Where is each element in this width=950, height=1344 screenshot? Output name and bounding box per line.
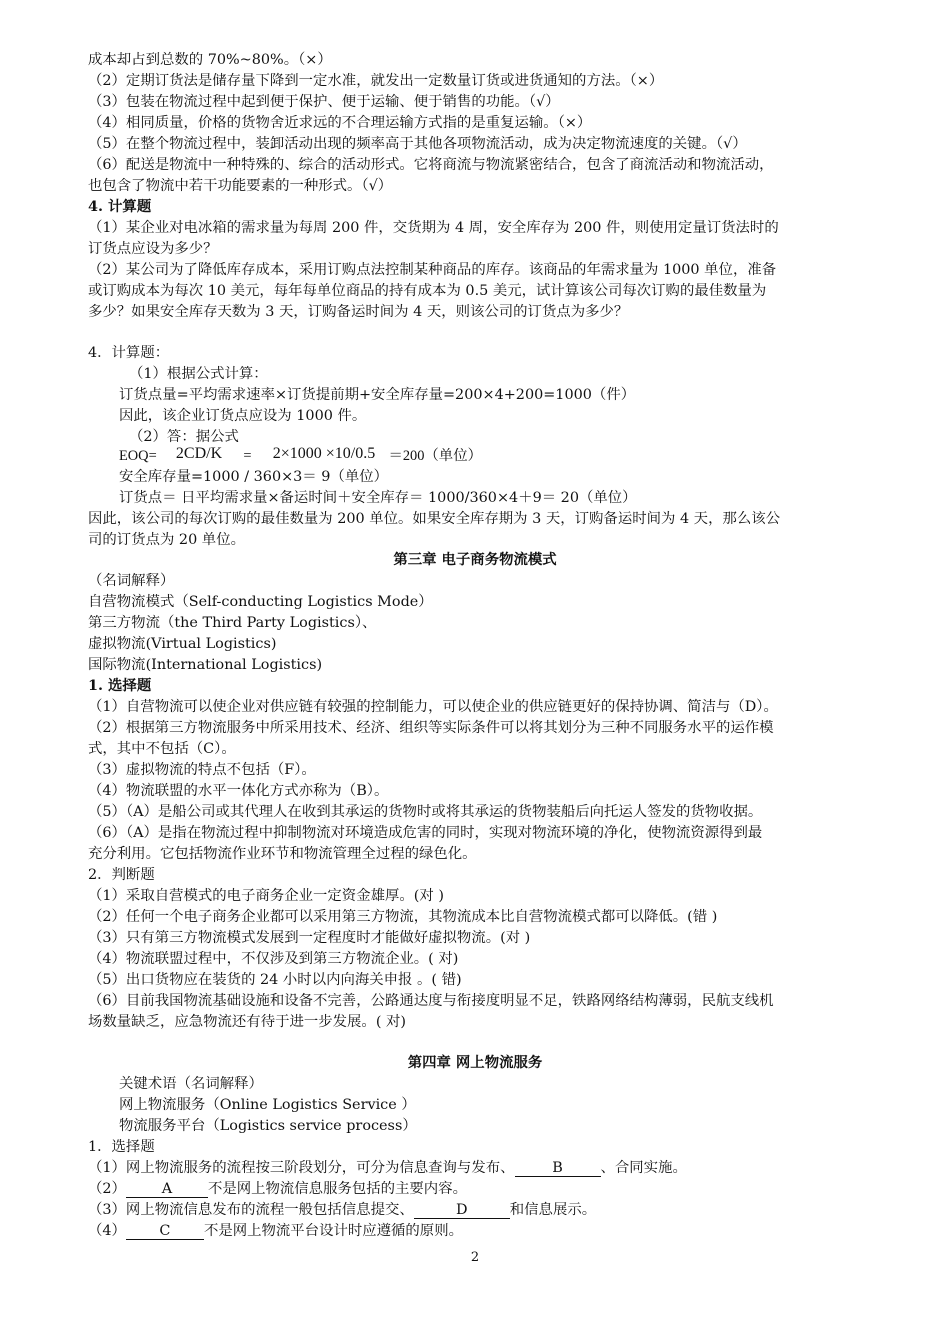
answer-blank: A xyxy=(126,1181,208,1198)
section-heading: 1. 选择题 xyxy=(88,677,152,694)
text-line: （2）答：据公式 xyxy=(129,429,239,445)
section-heading: 1．选择题 xyxy=(88,1139,155,1155)
formula-term: 2CD/K xyxy=(175,445,223,462)
text-line: （3）只有第三方物流模式发展到一定程度时才能做好虚拟物流。(对 ) xyxy=(88,930,531,946)
formula-label: EOQ= xyxy=(119,448,157,464)
eoq-formula xyxy=(119,446,919,466)
term-line: 第三方物流（the Third Party Logistics）、 xyxy=(88,615,377,631)
section-heading: 2．判断题 xyxy=(88,867,155,883)
question-line: （4） C 不是网上物流平台设计时应遵循的原则。 xyxy=(88,1223,463,1239)
text-line: （2）某公司为了降低库存成本，采用订购点法控制某种商品的库存。该商品的年需求量为 1000 单位，准备 xyxy=(88,262,777,278)
text-line: 多少？如果安全库存天数为 3 天，订购备运时间为 4 天，则该公司的订货点为多少？ xyxy=(88,304,629,320)
question-line: （1）网上物流服务的流程按三阶段划分，可分为信息查询与发布、 B 、合同实施。 xyxy=(88,1160,687,1176)
text-line: （3）包装在物流过程中起到便于保护、便于运输、便于销售的功能。（√） xyxy=(88,94,560,110)
text-line: 或订购成本为每次 10 美元，每年每单位商品的持有成本为 0.5 美元，试计算该公司每次订购的最佳数量为 xyxy=(88,283,767,299)
term-line: 自营物流模式（Self-conducting Logistics Mode） xyxy=(88,594,433,610)
formula-term: 2×1000 ×10/0.5 xyxy=(272,445,376,462)
formula-equals: = xyxy=(243,448,252,464)
text-line: 因此，该企业订货点应设为 1000 件。 xyxy=(119,408,367,424)
answer-blank: D xyxy=(414,1202,510,1219)
text-line: 成本却占到总数的 70%~80%。（×） xyxy=(88,52,332,68)
text-line: （名词解释） xyxy=(88,573,175,589)
chapter-title: 第四章 网上物流服务 xyxy=(407,1054,543,1071)
text-line: （4）物流联盟过程中，不仅涉及到第三方物流企业。( 对) xyxy=(88,951,459,967)
term-line: 网上物流服务（Online Logistics Service ） xyxy=(119,1097,416,1113)
text-line: 关键术语（名词解释） xyxy=(119,1076,263,1092)
text-line: （6）配送是物流中一种特殊的、综合的活动形式。它将商流与物流紧密结合，包含了商流活动和物流活动， xyxy=(88,157,774,173)
text-line: （5）在整个物流过程中，装卸活动出现的频率高于其他各项物流活动，成为决定物流速度的关键。（√） xyxy=(88,136,747,152)
section-heading: 4. 计算题 xyxy=(88,198,152,215)
text-line: （4）物流联盟的水平一体化方式亦称为（B）。 xyxy=(88,783,389,799)
text-line: 式，其中不包括（C）。 xyxy=(88,741,236,757)
text-line: 订货点＝ 日平均需求量×备运时间＋安全库存＝ 1000/360×4＋9＝ 20（单位） xyxy=(119,490,637,506)
text-line: 也包含了物流中若干功能要素的一种形式。（√） xyxy=(88,178,393,194)
text-line: （4）相同质量，价格的货物舍近求远的不合理运输方式指的是重复运输。（×） xyxy=(88,115,592,131)
text-line: 司的订货点为 20 单位。 xyxy=(88,532,245,548)
term-line: 物流服务平台（Logistics service process） xyxy=(119,1118,417,1134)
text-line: （2）任何一个电子商务企业都可以采用第三方物流，其物流成本比自营物流模式都可以降低。(错 ) xyxy=(88,909,718,925)
answer-blank: C xyxy=(126,1223,204,1240)
text-line: （5）（A）是船公司或其代理人在收到其承运的货物时或将其承运的货物装船后向托运人签发的货物收据。 xyxy=(88,804,763,820)
text-line: 充分利用。它包括物流作业环节和物流管理全过程的绿色化。 xyxy=(88,846,477,862)
text-line: 订货点应设为多少？ xyxy=(88,241,218,257)
text-line: （1）采取自营模式的电子商务企业一定资金雄厚。(对 ) xyxy=(88,888,444,904)
text-line: 场数量缺乏，应急物流还有待于进一步发展。( 对) xyxy=(88,1014,407,1030)
term-line: 国际物流(International Logistics) xyxy=(88,657,323,673)
chapter-title: 第三章 电子商务物流模式 xyxy=(393,551,557,568)
answer-blank: B xyxy=(515,1160,601,1177)
text-line: 安全库存量=1000 / 360×3＝ 9（单位） xyxy=(119,469,388,485)
question-line: （3）网上物流信息发布的流程一般包括信息提交、 D 和信息展示。 xyxy=(88,1202,597,1218)
text-line: （2）根据第三方物流服务中所采用技术、经济、组织等实际条件可以将其划分为三种不同服务水平的运作模 xyxy=(88,720,774,736)
text-line: （1）某企业对电冰箱的需求量为每周 200 件，交货期为 4 周，安全库存为 200 件，则使用定量订货法时的 xyxy=(88,220,779,236)
text-line: （6）目前我国物流基础设施和设备不完善，公路通达度与衔接度明显不足，铁路网络结构薄弱，民航支线机 xyxy=(88,993,774,1009)
text-line: （3）虚拟物流的特点不包括（F）。 xyxy=(88,762,316,778)
question-line: （2） A 不是网上物流信息服务包括的主要内容。 xyxy=(88,1181,467,1197)
section-heading: 4．计算题： xyxy=(88,345,170,361)
text-line: 因此，该公司的每次订购的最佳数量为 200 单位。如果安全库存期为 3 天，订购备运时间为 4 天，那么该公 xyxy=(88,511,781,527)
formula-result: ＝200（单位） xyxy=(388,448,482,464)
term-line: 虚拟物流(Virtual Logistics) xyxy=(88,636,277,652)
text-line: （6）（A）是指在物流过程中抑制物流对环境造成危害的同时，实现对物流环境的净化，使物流资源得到最 xyxy=(88,825,763,841)
page-number: 2 xyxy=(470,1250,480,1265)
text-line: （2）定期订货法是储存量下降到一定水准，就发出一定数量订货或进货通知的方法。（×） xyxy=(88,73,664,89)
text-line: （1）根据公式计算： xyxy=(129,366,268,382)
text-line: （5）出口货物应在装货的 24 小时以内向海关申报 。( 错) xyxy=(88,972,462,988)
text-line: 订货点量=平均需求速率×订货提前期+安全库存量=200×4+200=1000（件） xyxy=(119,387,636,403)
text-line: （1）自营物流可以使企业对供应链有较强的控制能力，可以使企业的供应链更好的保持协调、简洁与（D）。 xyxy=(88,699,778,715)
